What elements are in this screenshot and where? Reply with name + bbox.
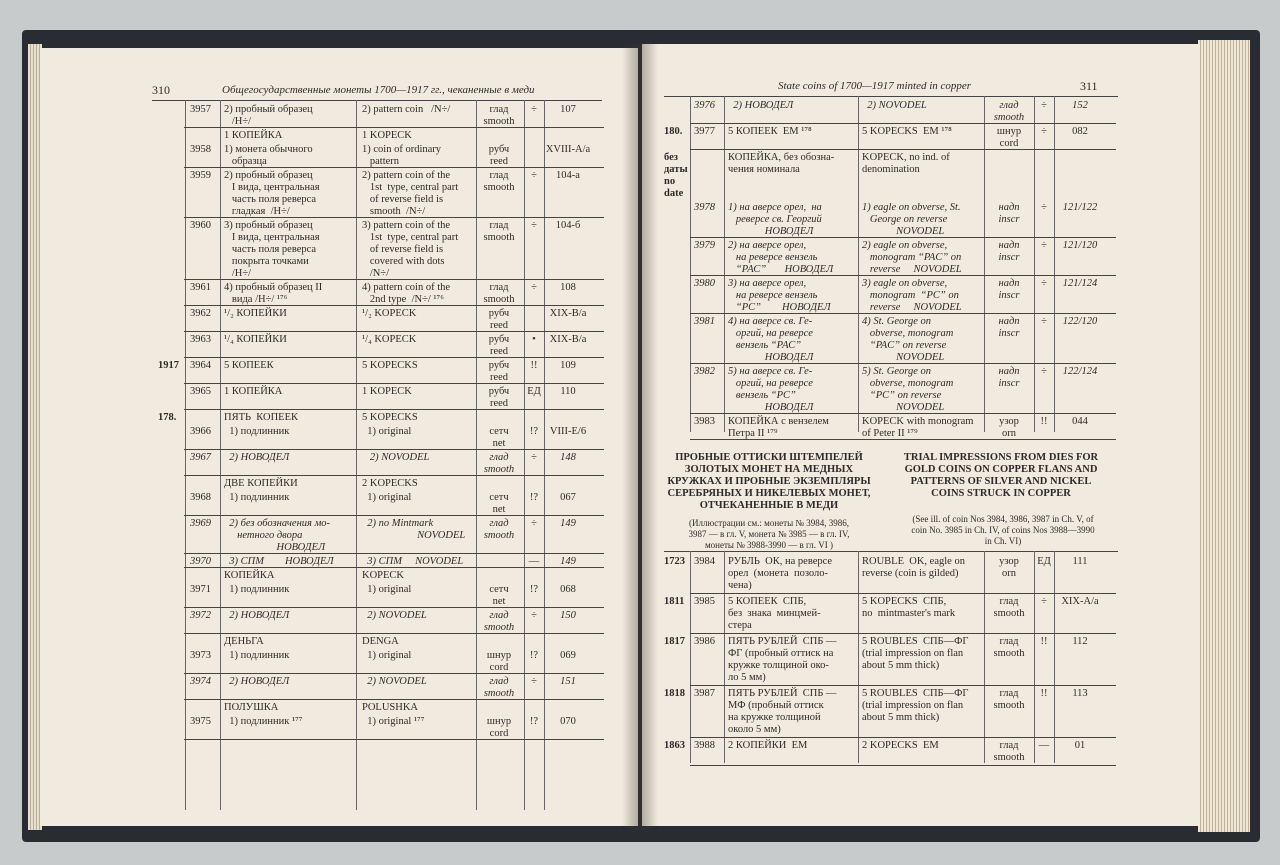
row-reference: 151 [560, 676, 576, 687]
section-title-ru: ПРОБНЫЕ ОТТИСКИ ШТЕМПЕЛЕЙ ЗОЛОТЫХ МОНЕТ НА МЕДНЫХ КРУЖКАХ И ПРОБНЫЕ ЭКЗЕМПЛЯРЫ СЕРЕБРЯНЫХ И НИКЕЛЕВЫХ МОНЕТ, ОТЧЕКАНЕННЫЕ В МЕДИ [667, 452, 871, 511]
row-edge: глад smooth [483, 610, 515, 633]
row-description-ru: ¹/₂ КОПЕЙКИ [224, 308, 287, 319]
row-description-en: 1) eagle on obverse, St. George on reverse NOVODEL [862, 202, 961, 237]
row-reference: 148 [560, 452, 576, 463]
row-separator [184, 739, 604, 740]
row-number: 3957 [190, 104, 211, 115]
row-reference: 104-a [556, 170, 580, 181]
row-description-en: 5 ROUBLES СПБ—ФГ (trial impression on flan about 5 mm thick) [862, 636, 969, 671]
row-description-en: 5) St. George on obverse, monogram “PC” on reverse NOVODEL [862, 366, 954, 413]
row-edge: глад smooth [993, 100, 1025, 123]
row-separator [690, 123, 1116, 124]
row-separator [184, 633, 604, 634]
row-rarity-mark: !? [529, 650, 539, 661]
row-rarity-mark: !! [1040, 636, 1048, 647]
row-description-ru: 2) НОВОДЕЛ [224, 452, 290, 463]
row-rarity-mark: ЕД [1037, 556, 1051, 567]
row-reference: 067 [560, 492, 576, 503]
row-edge: надп inscr [998, 278, 1020, 301]
row-reference: 113 [1072, 688, 1088, 699]
row-number: 3971 [190, 584, 211, 595]
row-separator [184, 331, 604, 332]
header-rule-right [664, 96, 1118, 97]
row-description-ru: 1) монета обычного образца [224, 144, 313, 167]
row-separator [184, 167, 604, 168]
row-separator [690, 765, 1116, 766]
column-line [1034, 551, 1035, 763]
row-separator [184, 553, 604, 554]
row-description-en: 2) pattern coin of the 1st type, central part of reverse field is smooth /N÷/ [362, 170, 459, 217]
row-description-en: 3) СПМ NOVODEL [362, 556, 464, 567]
column-line [1054, 96, 1055, 432]
row-edge: шнур cord [486, 650, 512, 673]
row-rarity-mark: ÷ [531, 610, 537, 621]
row-rarity-mark: — [528, 556, 540, 567]
column-line [185, 100, 186, 810]
row-reference: 108 [560, 282, 576, 293]
row-description-ru: 2) на аверсе орел, на реверсе вензель “РАС” НОВОДЕЛ [728, 240, 834, 275]
row-number: 3980 [694, 278, 715, 289]
row-number: 3959 [190, 170, 211, 181]
row-number: 3983 [694, 416, 715, 427]
row-reference: 112 [1072, 636, 1088, 647]
row-description-en: KOPECK with monogram of Peter II ¹⁷⁹ [862, 416, 974, 439]
row-number: 3986 [694, 636, 715, 647]
row-edge: глад smooth [483, 452, 515, 475]
row-number: 3975 [190, 716, 211, 727]
row-edge: надп inscr [998, 366, 1020, 389]
row-edge: узор orn [999, 556, 1019, 579]
row-description-en: ¹/₄ KOPECK [362, 334, 417, 345]
row-separator [184, 475, 604, 476]
row-edge: шнур cord [996, 126, 1022, 149]
row-rarity-mark: !! [1040, 416, 1048, 427]
row-edge: глад smooth [993, 740, 1025, 763]
row-edge: рубч reed [488, 308, 510, 331]
row-number: 3961 [190, 282, 211, 293]
row-year: 1863 [664, 740, 685, 751]
row-edge: надп inscr [998, 202, 1020, 225]
row-description-ru: ПЯТЬ РУБЛЕЙ СПБ — ФГ (пробный оттиск на кружке толщиной око- ло 5 мм) [728, 636, 837, 683]
row-edge: рубч reed [488, 334, 510, 357]
row-description-ru: 5 КОПЕЕК [224, 360, 274, 371]
row-number: 3973 [190, 650, 211, 661]
row-edge: глад smooth [483, 104, 515, 127]
column-line [724, 551, 725, 763]
row-separator [184, 449, 604, 450]
row-description-ru: 2 КОПЕЙКИ ЕМ [728, 740, 808, 751]
row-separator [690, 313, 1116, 314]
row-number: 3960 [190, 220, 211, 231]
row-number: 3988 [694, 740, 715, 751]
row-reference: 104-б [555, 220, 581, 231]
row-rarity-mark: ÷ [531, 170, 537, 181]
row-rarity-mark: !? [529, 584, 539, 595]
row-edge: сетч net [489, 492, 509, 515]
row-separator [184, 699, 604, 700]
row-description-ru: ПЯТЬ КОПЕЕК [224, 412, 299, 423]
row-reference: VIII-E/6 [549, 426, 587, 437]
row-description-en: 4) pattern coin of the 2nd type /N÷/ ¹⁷⁶ [362, 282, 451, 305]
row-rarity-mark: • [532, 334, 536, 345]
row-edge: глад smooth [483, 282, 515, 305]
row-separator [690, 737, 1116, 738]
row-separator [690, 633, 1116, 634]
section-note-en: (See ill. of coin Nos 3984, 3986, 3987 in Ch. V, of coin No. 3985 in Ch. IV, of coins Nos 3988—3990 in Ch. VI) [911, 514, 1095, 546]
row-description-en: POLUSHKA [362, 702, 419, 713]
row-rarity-mark: ÷ [1041, 240, 1047, 251]
row-description-ru: 2) НОВОДЕЛ [224, 610, 290, 621]
row-separator [690, 237, 1116, 238]
row-description-en: 5 KOPECKS СПБ, no mintmaster's mark [862, 596, 956, 619]
row-number: 3987 [694, 688, 715, 699]
row-rarity-mark: !? [529, 426, 539, 437]
row-description-ru: 1) подлинник [224, 426, 290, 437]
row-rarity-mark: ÷ [1041, 126, 1047, 137]
row-rarity-mark: !! [530, 360, 538, 371]
row-description-ru: 1 КОПЕЙКА [224, 386, 283, 397]
row-rarity-mark: ÷ [1041, 202, 1047, 213]
row-reference: 109 [560, 360, 576, 371]
row-description-ru: 4) пробный образец II вида /Н÷/ ¹⁷⁶ [224, 282, 323, 305]
row-rarity-mark: ÷ [531, 452, 537, 463]
row-reference: XIX-B/a [549, 334, 587, 345]
row-rarity-mark: ÷ [531, 220, 537, 231]
row-reference: 149 [560, 556, 576, 567]
row-year: 178. [158, 412, 177, 423]
row-separator [184, 409, 604, 410]
row-description-ru: РУБЛЬ ОК, на реверсе орел (монета позоло- чена) [728, 556, 833, 591]
row-reference: 044 [1072, 416, 1088, 427]
section-note-ru: (Иллюстрации см.: монеты № 3984, 3986, 3987 — в гл. V, монета № 3985 — в гл. IV, монеты № 3988-3990 — в гл. VI ) [688, 518, 850, 550]
row-description-ru: 2) пробный образец /Н÷/ [224, 104, 313, 127]
row-rarity-mark: ÷ [1041, 278, 1047, 289]
row-description-ru: 2) НОВОДЕЛ [224, 676, 290, 687]
book-gutter [622, 44, 658, 830]
row-description-en: 1) original [362, 426, 412, 437]
row-number: 3976 [694, 100, 715, 111]
row-separator [184, 567, 604, 568]
row-description-en: 2 KOPECKS [362, 478, 418, 489]
row-rarity-mark: ÷ [531, 282, 537, 293]
row-edge: сетч net [489, 584, 509, 607]
row-edge: шнур cord [486, 716, 512, 739]
row-number: 3969 [190, 518, 211, 529]
row-description-ru: 1 КОПЕЙКА [224, 130, 283, 141]
row-description-en: 3) eagle on obverse, monogram “PC” on reverse NOVODEL [862, 278, 962, 313]
row-edge: глад smooth [483, 170, 515, 193]
row-separator [690, 275, 1116, 276]
row-number: 3982 [694, 366, 715, 377]
row-edge: глад smooth [993, 596, 1025, 619]
row-number: 3985 [694, 596, 715, 607]
row-reference: 149 [560, 518, 576, 529]
row-description-ru: 4) на аверсе св. Ге- оргий, на реверсе вензель “РАС” НОВОДЕЛ [728, 316, 814, 363]
section-rule-top [664, 551, 1118, 552]
row-number: 3972 [190, 610, 211, 621]
row-separator [690, 685, 1116, 686]
row-description-en: 1 KOPECK [362, 386, 412, 397]
row-description-en: 1) coin of ordinary pattern [362, 144, 442, 167]
row-number: 3962 [190, 308, 211, 319]
row-number: 3984 [694, 556, 715, 567]
column-line [690, 96, 691, 432]
row-description-ru: 3) СПМ НОВОДЕЛ [224, 556, 334, 567]
row-description-ru: ДВЕ КОПЕЙКИ [224, 478, 298, 489]
row-description-ru: 2) пробный образец I вида, центральная часть поля реверса гладкая /Н÷/ [224, 170, 320, 217]
row-reference: 122/124 [1062, 366, 1098, 377]
row-description-en: 2) eagle on obverse, monogram “PAC” on reverse NOVODEL [862, 240, 962, 275]
left-page [40, 48, 638, 826]
row-separator [690, 149, 1116, 150]
row-reference: 152 [1072, 100, 1088, 111]
row-separator [690, 593, 1116, 594]
row-description-en: ROUBLE OK, eagle on reverse (coin is gilded) [862, 556, 965, 579]
running-head-left: Общегосударственные монеты 1700—1917 гг., чеканенные в меди [222, 84, 535, 96]
row-number: 3979 [694, 240, 715, 251]
row-description-ru: КОПЕЙКА, без обозна- чения номинала [728, 152, 835, 175]
page-number-left: 310 [152, 83, 170, 97]
row-description-ru: 3) на аверсе орел, на реверсе вензель “РС” НОВОДЕЛ [728, 278, 831, 313]
row-rarity-mark: ÷ [1041, 366, 1047, 377]
row-description-en: KOPECK, no ind. of denomination [862, 152, 950, 175]
row-edge: глад smooth [993, 688, 1025, 711]
row-description-en: 1) original ¹⁷⁷ [362, 716, 425, 727]
row-edge: рубч reed [488, 360, 510, 383]
row-description-en: 1) original [362, 492, 412, 503]
row-rarity-mark: !? [529, 716, 539, 727]
row-separator [184, 357, 604, 358]
running-head-right: State coins of 1700—1917 minted in copper [778, 80, 972, 92]
row-description-en: 5 KOPECKS [362, 412, 418, 423]
row-description-en: 1) original [362, 584, 412, 595]
row-description-en: 2) NOVODEL [362, 610, 427, 621]
row-description-en: 5 KOPECKS EM ¹⁷⁸ [862, 126, 952, 137]
row-separator [184, 607, 604, 608]
row-separator [184, 127, 604, 128]
row-description-ru: 1) подлинник [224, 492, 290, 503]
row-edge: глад smooth [483, 518, 515, 541]
row-year: 1811 [664, 596, 685, 607]
row-reference: 068 [560, 584, 576, 595]
row-edge: надп inscr [998, 316, 1020, 339]
row-reference: XIX-A/a [1061, 596, 1099, 607]
row-description-ru: 2) НОВОДЕЛ [728, 100, 794, 111]
row-description-en: DENGA [362, 636, 399, 647]
row-description-ru: 3) пробный образец I вида, центральная часть поля реверса покрыта точками /Н÷/ [224, 220, 320, 279]
row-separator [184, 515, 604, 516]
row-reference: 150 [560, 610, 576, 621]
row-description-en: 3) pattern coin of the 1st type, central part of reverse field is covered with dots /N÷/ [362, 220, 459, 279]
row-description-ru: 5) на аверсе св. Ге- оргий, на реверсе вензель “РС” НОВОДЕЛ [728, 366, 814, 413]
row-number: 3964 [190, 360, 211, 371]
row-reference: 121/120 [1062, 240, 1098, 251]
row-reference: 111 [1072, 556, 1088, 567]
row-description-en: 1 KOPECK [362, 130, 412, 141]
row-description-en: 5 KOPECKS [362, 360, 418, 371]
row-year: 1723 [664, 556, 685, 567]
row-reference: XVIII-A/a [545, 144, 591, 155]
row-separator [184, 673, 604, 674]
row-rarity-mark: ЕД [527, 386, 541, 397]
row-rarity-mark: ÷ [1041, 100, 1047, 111]
row-description-en: 4) St. George on obverse, monogram “PAC” on reverse NOVODEL [862, 316, 954, 363]
row-description-en: 5 ROUBLES СПБ—ФГ (trial impression on flan about 5 mm thick) [862, 688, 969, 723]
row-description-ru: 2) без обозначения мо- нетного двора НОВОДЕЛ [229, 518, 331, 553]
row-number: 3974 [190, 676, 211, 687]
row-edge: рубч reed [488, 144, 510, 167]
row-rarity-mark: ÷ [531, 676, 537, 687]
row-year: 1818 [664, 688, 685, 699]
row-number: 3966 [190, 426, 211, 437]
row-rarity-mark: !? [529, 492, 539, 503]
row-edge: глад smooth [993, 636, 1025, 659]
row-year: без даты no date [664, 152, 688, 199]
row-separator [184, 217, 604, 218]
row-description-en: 2) pattern coin /N÷/ [362, 104, 451, 115]
row-reference: 107 [560, 104, 576, 115]
row-reference: 069 [560, 650, 576, 661]
row-description-en: 2 KOPECKS EM [862, 740, 939, 751]
column-line [1034, 96, 1035, 432]
row-description-ru: 1) подлинник ¹⁷⁷ [224, 716, 303, 727]
page-number-right: 311 [1080, 79, 1098, 93]
row-description-ru: КОПЕЙКА [224, 570, 275, 581]
row-year: 180. [664, 126, 683, 137]
row-reference: 110 [560, 386, 576, 397]
row-separator [184, 383, 604, 384]
column-line [690, 551, 691, 763]
row-rarity-mark: ÷ [1041, 596, 1047, 607]
row-description-ru: ПЯТЬ РУБЛЕЙ СПБ — МФ (пробный оттиск на кружке толщиной около 5 мм) [728, 688, 837, 735]
row-year: 1817 [664, 636, 685, 647]
row-description-en: 2) NOVODEL [862, 100, 927, 111]
row-description-en: 2) NOVODEL [362, 452, 430, 463]
column-line [724, 96, 725, 432]
row-edge: узор orn [999, 416, 1019, 439]
row-description-ru: ПОЛУШКА [224, 702, 279, 713]
row-separator [690, 363, 1116, 364]
row-description-en: ¹/₂ KOPECK [362, 308, 417, 319]
section-title-en: TRIAL IMPRESSIONS FROM DIES FOR GOLD COINS ON COPPER FLANS AND PATTERNS OF SILVER AND NICKEL COINS STRUCK IN COPPER [903, 452, 1099, 499]
row-description-ru: 5 КОПЕЕК ЕМ ¹⁷⁸ [728, 126, 812, 137]
row-reference: 121/124 [1062, 278, 1098, 289]
row-separator [690, 413, 1116, 414]
row-number: 3967 [190, 452, 211, 463]
row-description-ru: 1) подлинник [224, 584, 290, 595]
row-description-ru: ¹/₄ КОПЕЙКИ [224, 334, 287, 345]
row-rarity-mark: ÷ [1041, 316, 1047, 327]
row-reference: 082 [1072, 126, 1088, 137]
row-edge: глад smooth [483, 220, 515, 243]
row-rarity-mark: ÷ [531, 518, 537, 529]
row-number: 3958 [190, 144, 211, 155]
row-description-en: 2) по Mintmark NOVODEL [367, 518, 466, 541]
page-edges-right [1198, 40, 1250, 832]
row-description-en: KOPECK [362, 570, 405, 581]
row-description-ru: 5 КОПЕЕК СПБ, без знака минцмей- стера [728, 596, 821, 631]
row-description-ru: КОПЕЙКА с вензелем Петра II ¹⁷⁹ [728, 416, 829, 439]
row-edge: глад smooth [483, 676, 515, 699]
column-line [1054, 551, 1055, 763]
row-edge: сетч net [489, 426, 509, 449]
row-year: 1917 [158, 360, 179, 371]
row-reference: 01 [1074, 740, 1086, 751]
row-number: 3970 [190, 556, 211, 567]
row-reference: 121/122 [1062, 202, 1098, 213]
row-description-ru: 1) подлинник [224, 650, 290, 661]
row-number: 3981 [694, 316, 715, 327]
row-description-ru: 1) на аверсе орел, на реверсе св. Георгий НОВОДЕЛ [728, 202, 822, 237]
row-edge: надп inscr [998, 240, 1020, 263]
row-reference: 070 [560, 716, 576, 727]
row-rarity-mark: ÷ [531, 104, 537, 115]
row-number: 3963 [190, 334, 211, 345]
row-rarity-mark: — [1038, 740, 1050, 751]
right-page [642, 44, 1200, 826]
row-number: 3978 [694, 202, 715, 213]
row-number: 3968 [190, 492, 211, 503]
row-separator [184, 305, 604, 306]
row-separator [690, 439, 1116, 440]
row-edge: рубч reed [488, 386, 510, 409]
row-rarity-mark: !! [1040, 688, 1048, 699]
row-number: 3965 [190, 386, 211, 397]
row-description-en: 2) NOVODEL [362, 676, 427, 687]
row-description-ru: ДЕНЬГА [224, 636, 264, 647]
row-separator [184, 279, 604, 280]
row-description-en: 1) original [362, 650, 412, 661]
row-number: 3977 [694, 126, 715, 137]
row-reference: XIX-B/a [549, 308, 587, 319]
row-reference: 122/120 [1062, 316, 1098, 327]
